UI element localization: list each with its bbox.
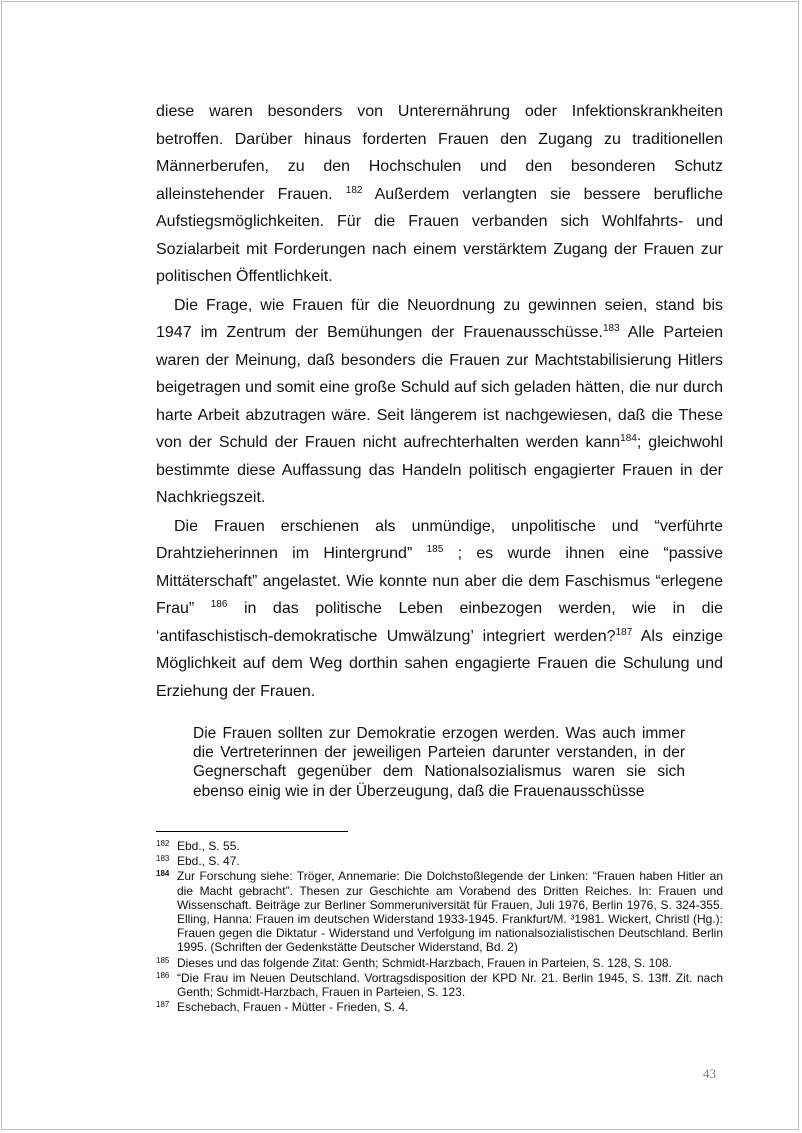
paragraph-3 [156, 513, 723, 706]
footnote-text: Zur Forschung siehe: Tröger, Annemarie: Die Dolchstoßlegende der Linken: “Frauen haben Hitler an die Macht gebracht”. Thesen zur Geschichte am Vorabend des Dritten Reiches. In: Frauen und Wissenschaft. Beiträge zur Berliner Sommeruniversität für Frauen, Juli 1976, Berlin 1976, S. 324-355. Elling, Hanna: Frauen im deutschen Widerstand 1933-1945. Frankfurt/M. ³1981. Wickert, Christl (Hg.): Frauen gegen die Diktatur - Widerstand und Verfolgung im nationalsozialistischen Deutschland. Berlin 1995. (Schriften der Gedenkstätte Deutscher Widerstand, Bd. 2) [177, 869, 723, 955]
paragraph-2 [156, 292, 723, 512]
footnote-185 [156, 956, 723, 970]
footnote-number: 182 [156, 839, 170, 848]
footnote-183 [156, 854, 723, 868]
footnotes [156, 839, 723, 1015]
paragraph-text: Die Frauen erschienen als unmündige, unpolitische und “verführte Drahtzieherinnen im Hintergrund” [156, 517, 723, 562]
footnote-ref-183[interactable]: 183 [602, 323, 620, 334]
page-number: 43 [703, 1066, 716, 1081]
footnote-number: 183 [156, 854, 170, 864]
footnote-ref-185[interactable]: 185 [426, 544, 444, 555]
page [1, 1, 799, 1130]
footnote-ref-186[interactable]: 186 [210, 599, 228, 610]
footnote-text: Eschebach, Frauen - Mütter - Frieden, S. 4. [177, 1000, 409, 1015]
footnote-text: “Die Frau im Neuen Deutschland. Vortragsdisposition der KPD Nr. 21. Berlin 1945, S. 13ff. Zit. nach Genth; Schmidt-Harzbach, Frauen in Parteien, S. 123. [177, 970, 723, 1000]
footnote-ref-184[interactable]: 184 [620, 433, 637, 444]
footnote-number: 185 [156, 955, 170, 965]
footnote-text: Dieses und das folgende Zitat: Genth; Schmidt-Harzbach, Frauen in Parteien, S. 128, S. 108. [177, 955, 672, 970]
paragraph-text: ; es wurde ihnen eine “passive Mittäterschaft” angelastet. Wie konnte nun aber die dem Faschismus “erlegene Frau” [156, 545, 723, 617]
paragraph-text: ; gleichwohl bestimmte diese Auffassung das Handeln politisch engagierter Frauen in der Nachkriegszeit. [156, 434, 724, 506]
footnote-ref-187[interactable]: 187 [615, 626, 633, 638]
paragraph-text: in das politische Leben einbezogen werden, wie in die ‘antifaschistisch-demokratische Umwälzung’ integriert werden? [156, 600, 723, 645]
footnote-186 [156, 971, 723, 999]
paragraph-text: Die Frage, wie Frauen für die Neuordnung zu gewinnen seien, stand bis 1947 im Zentrum der Bemühungen der Frauenausschüsse. [156, 296, 723, 341]
footnote-number: 184 [156, 869, 170, 879]
footnote-text: Ebd., S. 55. [177, 839, 240, 853]
footnote-184 [156, 869, 723, 954]
footnote-182 [156, 839, 723, 853]
block-quote: Die Frauen sollten zur Demokratie erzogen werden. Was auch immer die Vertreterinnen der jeweiligen Parteien darunter verstanden, in der Gegnerschaft gegenüber dem Nationalsozialismus waren sie sich ebenso einig wie in der Überzeugung, daß die Frauenausschüsse [193, 725, 685, 800]
footnote-number: 186 [156, 970, 170, 980]
main-text [156, 98, 723, 706]
paragraph-text: Außerdem verlangten sie bessere berufliche Aufstiegsmöglichkeiten. Für die Frauen verbanden sich Wohlfahrts- und Sozialarbeit mit Forderungen nach einem verstärktem Zugang der Frauen zur politischen Öffentlichkeit. [156, 185, 723, 285]
footnote-187 [156, 1000, 723, 1014]
footnote-ref-182[interactable]: 182 [345, 184, 363, 196]
footnote-number: 187 [156, 1000, 170, 1010]
paragraph-1 [156, 98, 723, 291]
footnote-separator [156, 831, 348, 832]
paragraph-text: diese waren besonders von Unterernährung oder Infektionskrankheiten betroffen. Darüber hinaus forderten Frauen den Zugang zu traditionellen Männerberufen, zu den Hochschulen und den besonderen Schutz alleinstehender Frauen. [156, 103, 723, 203]
paragraph-text: Alle Parteien waren der Meinung, daß besonders die Frauen zur Machtstabilisierung Hitlers beigetragen und somit eine große Schuld auf sich geladen hätten, die nur durch harte Arbeit abzutragen wäre. Seit längerem ist nachgewiesen, daß die These von der Schuld der Frauen nicht aufrechterhalten werden kann [156, 324, 723, 451]
footnote-text: Ebd., S. 47. [177, 854, 240, 869]
paragraph-text: Als einzige Möglichkeit auf dem Weg dorthin sahen engagierte Frauen die Schulung und Erziehung der Frauen. [156, 627, 723, 700]
